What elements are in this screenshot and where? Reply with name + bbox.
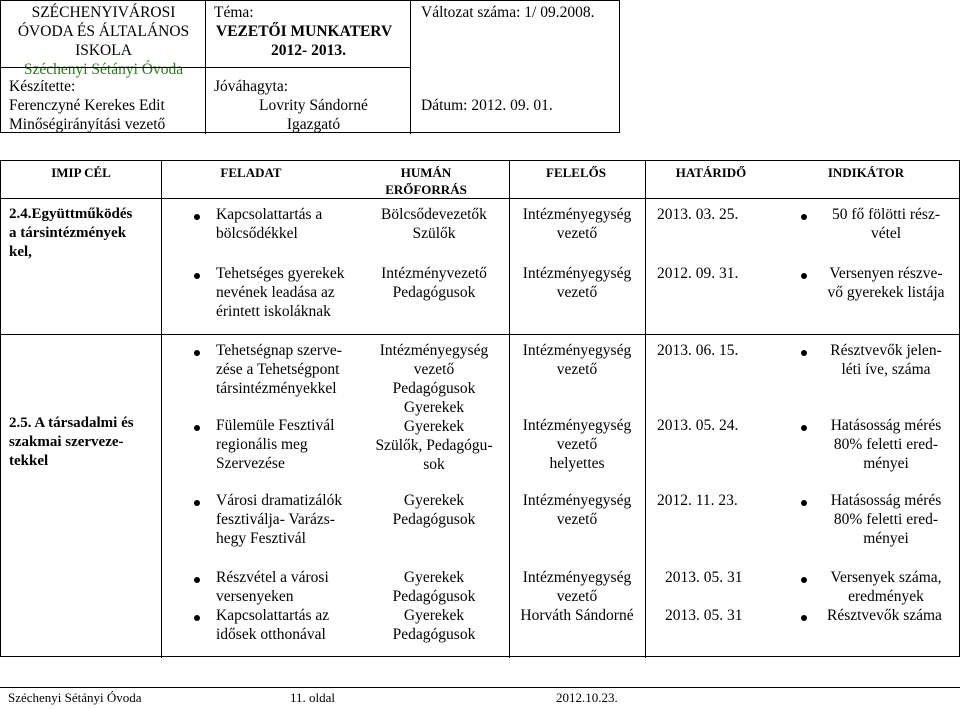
document-header <box>0 0 620 133</box>
task-line: nevének leadása az <box>216 284 335 301</box>
hr-line: Gyerekek <box>403 418 465 435</box>
hr-line: Bölcsődevezetők <box>381 206 487 223</box>
task-line: versenyeken <box>216 588 294 605</box>
hr-line: Intézményvezető <box>381 265 487 282</box>
bullet-icon <box>801 214 807 220</box>
task-line: Kapcsolattartás az <box>216 607 330 624</box>
header-row-divider <box>1 198 959 199</box>
responsible-cell <box>509 568 645 606</box>
bullet-icon <box>194 350 200 356</box>
task-line: hegy Fesztivál <box>216 530 306 547</box>
human-resource-cell <box>359 205 509 243</box>
hr-line: Pedagógusok <box>392 511 476 528</box>
task-cell <box>216 205 322 243</box>
author-label: Készítette: <box>9 78 76 95</box>
hr-line: Gyerekek <box>403 569 465 586</box>
human-resource-cell <box>359 264 509 302</box>
hr-line: vezető <box>413 361 455 378</box>
col-header-human-resource-line1: HUMÁN <box>400 165 452 180</box>
ind-line: Versenyen részve- <box>829 265 943 282</box>
hr-line: Gyerekek <box>403 399 465 416</box>
responsible-cell <box>509 205 645 243</box>
version-text: Változat száma: 1/ 09.2008. <box>421 4 595 21</box>
bullet-icon <box>801 273 807 279</box>
responsible-cell <box>509 491 645 529</box>
footer-date: 2012.10.23. <box>556 690 618 705</box>
task-line: érintett iskoláknak <box>216 303 331 320</box>
bullet-icon <box>194 500 200 506</box>
goal-cooperation <box>9 205 132 262</box>
deadline-cell: 2013. 05. 31 <box>665 607 743 624</box>
resp-line: vezető <box>556 225 598 242</box>
resp-line: Intézményegység <box>522 342 632 359</box>
hr-line: Pedagógusok <box>392 284 476 301</box>
bullet-icon <box>194 615 200 621</box>
org-line-1: SZÉCHENYIVÁROSI <box>31 4 176 21</box>
bullet-icon <box>801 350 807 356</box>
task-cell <box>216 491 342 548</box>
footer-page-number: 11. oldal <box>290 690 336 705</box>
responsible-cell <box>509 264 645 302</box>
ind-line: eredmények <box>848 588 924 605</box>
col-header-deadline: HATÁRIDŐ <box>675 165 747 180</box>
plan-table <box>0 160 960 657</box>
deadline-cell: 2013. 03. 25. <box>657 206 739 223</box>
bullet-icon <box>194 425 200 431</box>
task-cell <box>216 341 342 398</box>
ind-line: vétel <box>870 225 902 242</box>
goal-line: szakmai szerveze- <box>9 434 124 450</box>
goal-line: kel, <box>9 244 32 260</box>
ind-line: 80% feletti ered- <box>833 436 939 453</box>
resp-line: vezető <box>556 361 598 378</box>
hr-line: Gyerekek <box>403 492 465 509</box>
task-cell <box>216 264 344 321</box>
task-line: fesztiválja- Varázs- <box>216 511 335 528</box>
human-resource-cell <box>359 341 509 417</box>
resp-line: vezető <box>556 284 598 301</box>
org-line-4: Széchenyi Sétányi Óvoda <box>23 61 184 78</box>
hr-line: Gyerekek <box>403 607 465 624</box>
col-divider <box>645 161 646 658</box>
deadline-cell: 2013. 06. 15. <box>657 342 739 359</box>
col-divider <box>161 161 162 658</box>
ind-line: Hatásosság mérés <box>830 417 942 434</box>
topic-title: VEZETŐI MUNKATERV <box>216 23 393 40</box>
task-line: Városi dramatizálók <box>216 492 343 509</box>
bullet-icon <box>194 273 200 279</box>
author-name: Ferenczyné Kerekes Edit <box>9 97 165 114</box>
bullet-icon <box>801 577 807 583</box>
human-resource-cell <box>359 491 509 529</box>
resp-line: vezető <box>556 588 598 605</box>
approved-label: Jóváhagyta: <box>214 78 289 95</box>
deadline-cell: 2013. 05. 31 <box>665 569 743 586</box>
org-line-2: ÓVODA ÉS ÁLTALÁNOS <box>17 23 190 40</box>
author-role: Minőségirányítási vezető <box>9 116 166 133</box>
ind-line: 80% feletti ered- <box>833 511 939 528</box>
responsible-cell <box>509 341 645 379</box>
indicator-cell <box>816 416 956 473</box>
ind-line: 50 fő fölötti rész- <box>831 206 941 223</box>
bullet-icon <box>194 577 200 583</box>
col-header-human-resource <box>371 164 481 198</box>
task-line: regionális meg <box>216 436 308 453</box>
bullet-icon <box>801 425 807 431</box>
goal-line: 2.5. A társadalmi és <box>9 415 134 431</box>
section-divider <box>1 334 959 335</box>
topic-year: 2012- 2013. <box>271 42 346 59</box>
goal-line: tekkel <box>9 453 49 469</box>
col-header-task: FELADAT <box>220 165 282 180</box>
footer-org: Széchenyi Sétányi Óvoda <box>8 690 142 705</box>
approved-role: Igazgató <box>286 116 341 133</box>
task-line: bölcsődékkel <box>216 225 298 242</box>
indicator-cell <box>816 205 956 243</box>
bullet-icon <box>801 500 807 506</box>
approved-name: Lovrity Sándorné <box>259 97 368 114</box>
task-cell <box>216 606 329 644</box>
responsible-cell: Horváth Sándorné <box>520 607 634 624</box>
human-resource-cell <box>359 568 509 606</box>
task-line: társintézményekkel <box>216 380 337 397</box>
task-line: idősek otthonával <box>216 626 326 643</box>
resp-line: Intézményegység <box>522 265 632 282</box>
ind-line: Versenyek száma, <box>830 569 942 586</box>
bullet-icon <box>194 214 200 220</box>
hr-line: Pedagógusok <box>392 380 476 397</box>
bullet-icon <box>801 615 807 621</box>
col-header-indicator: INDIKÁTOR <box>827 165 905 180</box>
ind-line: ményei <box>863 530 909 547</box>
task-line: Szervezése <box>216 455 285 472</box>
resp-line: helyettes <box>549 455 605 472</box>
resp-line: Intézményegység <box>522 206 632 223</box>
task-line: Fülemüle Fesztivál <box>216 417 335 434</box>
goal-social-organizations <box>9 414 134 471</box>
resp-line: Intézményegység <box>522 417 632 434</box>
task-line: Részvétel a városi <box>216 569 329 586</box>
deadline-cell: 2012. 11. 23. <box>657 492 738 509</box>
indicator-cell: Résztvevők száma <box>827 607 942 624</box>
topic-label: Téma: <box>214 4 254 21</box>
goal-line: a társintézmények <box>9 225 127 241</box>
deadline-cell: 2012. 09. 31. <box>657 265 739 282</box>
org-line-3: ISKOLA <box>75 42 132 59</box>
task-line: Tehetséges gyerekek <box>216 265 345 282</box>
task-line: Tehetségnap szerve- <box>216 342 342 359</box>
indicator-cell <box>816 264 956 302</box>
hr-line: Pedagógusok <box>392 588 476 605</box>
resp-line: Intézményegység <box>522 569 632 586</box>
hr-line: Intézményegység <box>379 342 489 359</box>
footer-divider <box>0 687 960 688</box>
col-header-goal: IMIP CÉL <box>51 165 111 180</box>
col-header-human-resource-line2: ERŐFORRÁS <box>385 182 467 197</box>
ind-line: Hatásosság mérés <box>830 492 942 509</box>
header-divider <box>1 67 411 68</box>
deadline-cell: 2013. 05. 24. <box>657 417 739 434</box>
task-line: zése a Tehetségpont <box>216 361 340 378</box>
indicator-cell <box>816 491 956 548</box>
header-version-column <box>411 1 621 134</box>
human-resource-cell <box>359 417 509 474</box>
responsible-cell <box>509 416 645 473</box>
col-header-responsible: FELELŐS <box>546 165 606 180</box>
ind-line: vő gyerekek listája <box>827 284 945 301</box>
resp-line: vezető <box>556 511 598 528</box>
task-line: Kapcsolattartás a <box>216 206 323 223</box>
indicator-cell <box>816 568 956 606</box>
hr-line: Szülők, Pedagógu- <box>375 437 493 454</box>
human-resource-cell <box>359 606 509 644</box>
ind-line: léti íve, száma <box>841 361 931 378</box>
hr-line: sok <box>423 456 445 473</box>
task-cell <box>216 568 329 606</box>
hr-line: Szülők <box>412 225 456 242</box>
indicator-cell <box>816 341 956 379</box>
date-text: Dátum: 2012. 09. 01. <box>421 97 553 114</box>
resp-line: vezető <box>556 436 598 453</box>
ind-line: Résztvevők jelen- <box>830 342 942 359</box>
hr-line: Pedagógusok <box>392 626 476 643</box>
goal-line: 2.4.Együttműködés <box>9 206 133 222</box>
resp-line: Intézményegység <box>522 492 632 509</box>
ind-line: ményei <box>863 455 909 472</box>
task-cell <box>216 416 334 473</box>
